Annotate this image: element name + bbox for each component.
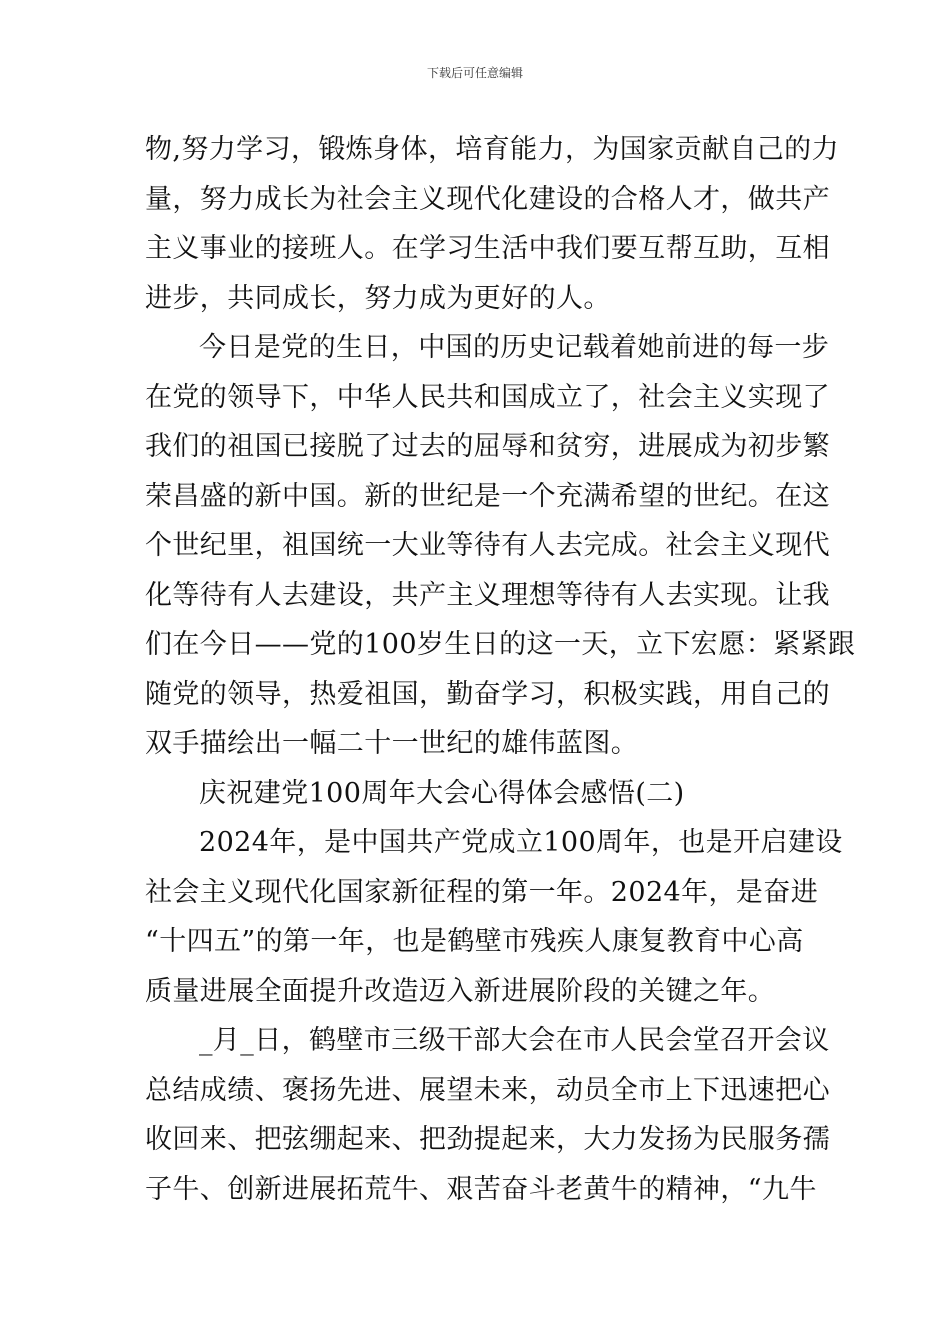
text-line: 们在今日——党的100岁生日的这一天，立下宏愿：紧紧跟 bbox=[145, 629, 856, 660]
text-line: 收回来、把弦绷起来、把劲提起来，大力发扬为民服务孺 bbox=[145, 1124, 830, 1155]
text-line: 量，努力成长为社会主义现代化建设的合格人才，做共产 bbox=[145, 183, 830, 215]
header-note: 下载后可任意编辑 bbox=[426, 66, 523, 80]
text-line: 随党的领导，热爱祖国，勤奋学习，积极实践，用自己的 bbox=[145, 678, 830, 710]
text-line: 双手描绘出一幅二十一世纪的雄伟蓝图。 bbox=[145, 728, 639, 759]
text-line: 总结成绩、褒扬先进、展望未来，动员全市上下迅速把心 bbox=[145, 1074, 830, 1106]
paragraph-first-line: _月_日，鹤壁市三级干部大会在市人民会堂召开会议 bbox=[199, 1025, 830, 1056]
text-line: 荣昌盛的新中国。新的世纪是一个充满希望的世纪。在这 bbox=[145, 480, 830, 512]
section-heading: 庆祝建党100周年大会心得体会感悟(二) bbox=[199, 777, 685, 809]
paragraph-first-line: 今日是党的生日，中国的历史记载着她前进的每一步 bbox=[199, 332, 830, 363]
text-line: 在党的领导下，中华人民共和国成立了，社会主义实现了 bbox=[145, 381, 830, 413]
text-line: 物,努力学习，锻炼身体，培育能力，为国家贡献自己的力 bbox=[145, 134, 839, 165]
paragraph-first-line: 2024年，是中国共产党成立100周年，也是开启建设 bbox=[199, 827, 843, 858]
text-line: “十四五”的第一年，也是鹤壁市残疾人康复教育中心高 bbox=[145, 926, 804, 957]
document-body bbox=[145, 125, 856, 1214]
text-line: 子牛、创新进展拓荒牛、艰苦奋斗老黄牛的精神，“九牛 bbox=[145, 1173, 817, 1205]
text-line: 我们的祖国已接脱了过去的屈辱和贫穷，进展成为初步繁 bbox=[145, 431, 830, 462]
text-line: 主义事业的接班人。在学习生活中我们要互帮互助，互相 bbox=[145, 233, 830, 264]
text-line: 社会主义现代化国家新征程的第一年。2024年，是奋进 bbox=[145, 876, 819, 908]
text-line: 质量进展全面提升改造迈入新进展阶段的关键之年。 bbox=[145, 975, 776, 1007]
text-line: 进步，共同成长，努力成为更好的人。 bbox=[145, 282, 611, 314]
text-line: 个世纪里，祖国统一大业等待有人去完成。社会主义现代 bbox=[145, 530, 830, 561]
text-line: 化等待有人去建设，共产主义理想等待有人去实现。让我 bbox=[145, 579, 830, 611]
